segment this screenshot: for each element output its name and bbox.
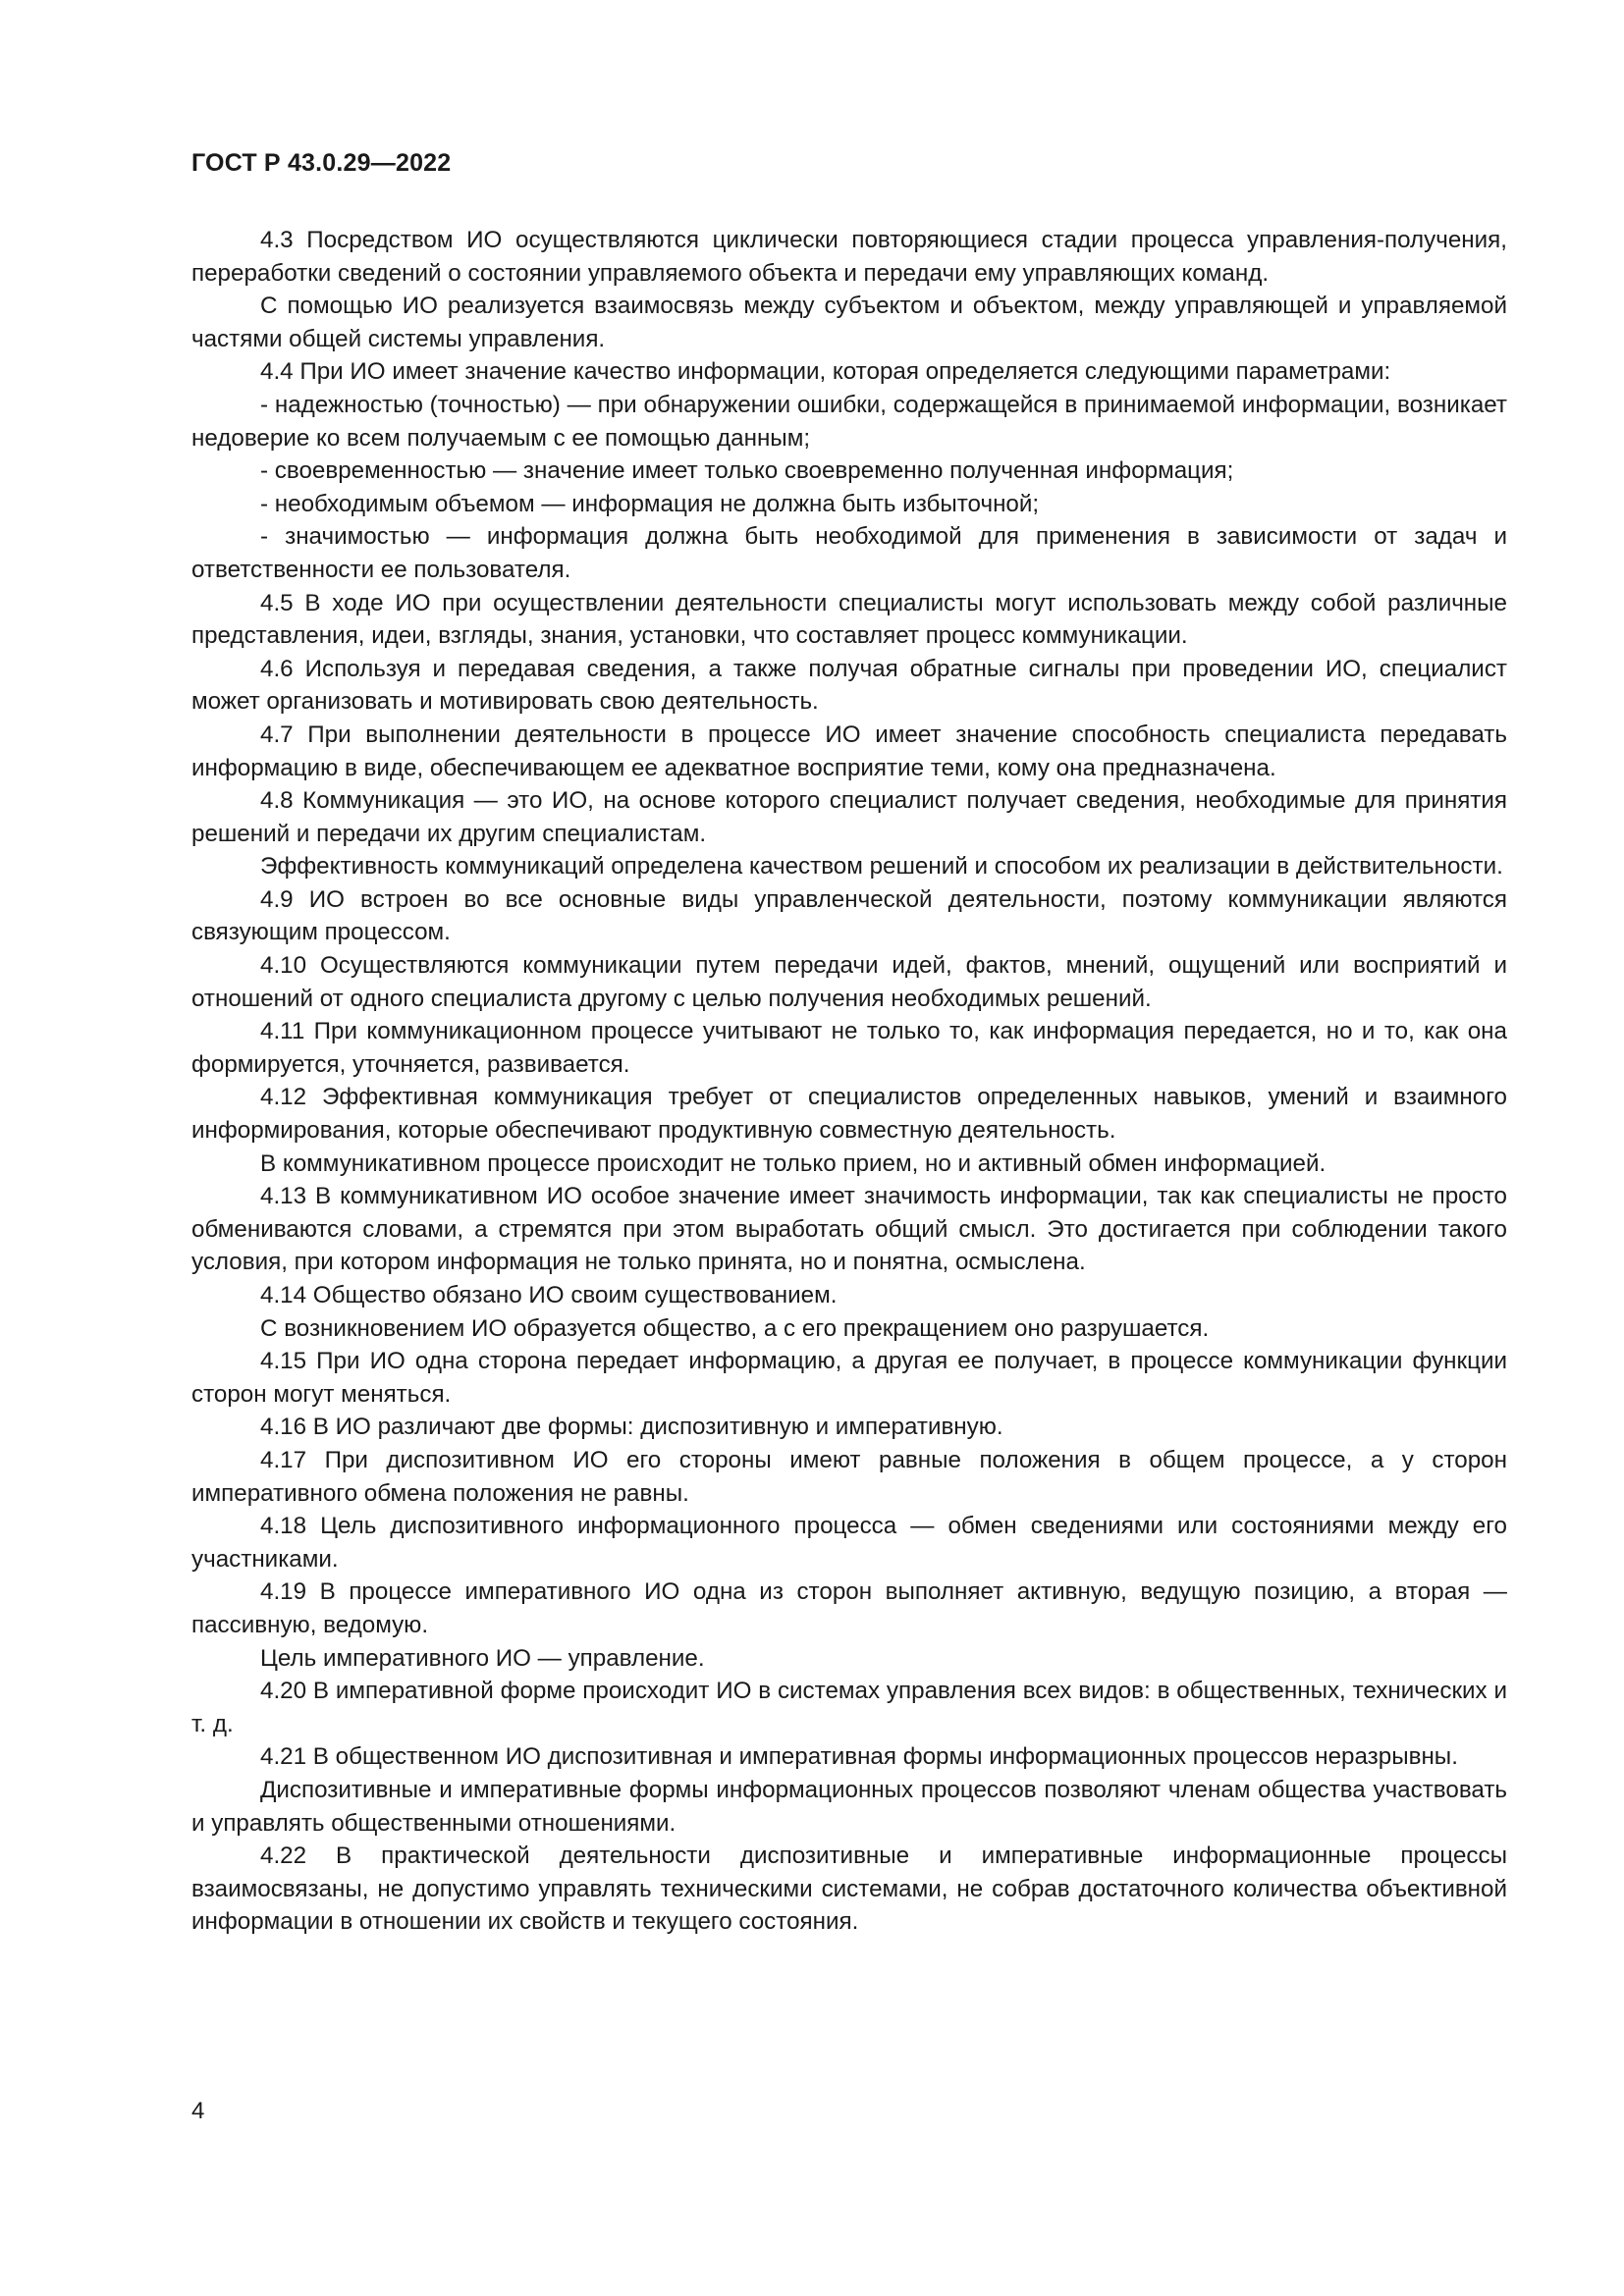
paragraph: - необходимым объемом — информация не должна быть избыточной; <box>260 490 1040 517</box>
paragraph: В коммуникативном процессе происходит не только прием, но и активный обмен информацией. <box>260 1149 1326 1177</box>
paragraph: С возникновением ИО образуется общество, а с его прекращением оно разрушается. <box>260 1314 1210 1342</box>
paragraph: 4.11 При коммуникационном процессе учитывают не только то, как информация передается, но и то, как она формируется, уточняется, развивается. <box>191 1018 1507 1078</box>
paragraph: 4.16 В ИО различают две формы: диспозитивную и императивную. <box>260 1414 1003 1441</box>
page-number: 4 <box>191 2098 205 2124</box>
paragraph: Диспозитивные и императивные формы информационных процессов позволяют членам общества участвовать и управлять общественными отношениями. <box>191 1776 1507 1837</box>
paragraph: 4.20 В императивной форме происходит ИО в системах управления всех видов: в общественных, технических и т. д. <box>191 1678 1507 1737</box>
paragraph: 4.8 Коммуникация — это ИО, на основе которого специалист получает сведения, необходимые для принятия решений и передачи их другим специалистам. <box>191 787 1507 847</box>
paragraph: 4.5 В ходе ИО при осуществлении деятельности специалисты могут использовать между собой различные представления, идеи, взгляды, знания, установки, что составляет процесс коммуникации. <box>191 589 1507 650</box>
paragraph: - своевременностью — значение имеет только своевременно полученная информация; <box>260 457 1234 485</box>
paragraph: 4.6 Используя и передавая сведения, а также получая обратные сигналы при проведении ИО, специалист может организовать и мотивировать свою деятельность. <box>191 655 1507 716</box>
document-header: ГОСТ Р 43.0.29—2022 <box>191 149 452 177</box>
paragraph: 4.12 Эффективная коммуникация требует от специалистов определенных навыков, умений и взаимного информирования, которые обеспечивают продуктивную совместную деятельность. <box>191 1084 1507 1145</box>
paragraph: 4.17 При диспозитивном ИО его стороны имеют равные положения в общем процессе, а у сторон императивного обмена положения не равны. <box>191 1446 1507 1507</box>
paragraph: Эффективность коммуникаций определена качеством решений и способом их реализации в действительности. <box>260 853 1503 881</box>
paragraph: 4.7 При выполнении деятельности в процессе ИО имеет значение способность специалиста передавать информацию в виде, обеспечивающем ее адекватное восприятие теми, кому она предназначена. <box>191 721 1507 781</box>
paragraph: 4.15 При ИО одна сторона передает информацию, а другая ее получает, в процессе коммуникации функции сторон могут меняться. <box>191 1348 1507 1408</box>
paragraph: 4.14 Общество обязано ИО своим существованием. <box>260 1282 838 1308</box>
paragraph: 4.21 В общественном ИО диспозитивная и императивная формы информационных процессов неразрывны. <box>260 1743 1458 1771</box>
paragraph: Цель императивного ИО — управление. <box>260 1644 705 1672</box>
paragraph: С помощью ИО реализуется взаимосвязь между субъектом и объектом, между управляющей и управляемой частями общей системы управления. <box>191 293 1507 352</box>
paragraph: 4.4 При ИО имеет значение качество информации, которая определяется следующими параметрами: <box>260 358 1391 386</box>
paragraph: 4.9 ИО встроен во все основные виды управленческой деятельности, поэтому коммуникации являются связующим процессом. <box>191 885 1507 946</box>
paragraph: 4.10 Осуществляются коммуникации путем передачи идей, фактов, мнений, ощущений или восприятий и отношений от одного специалиста другому с целью получения необходимых решений. <box>191 952 1507 1012</box>
paragraph: 4.13 В коммуникативном ИО особое значение имеет значимость информации, так как специалисты не просто обмениваются словами, а стремятся при этом выработать общий смысл. Это достигается при соблюдении такого условия, при котором информация не только принята, но и понятна, осмыслена. <box>191 1183 1507 1276</box>
paragraph: - надежностью (точностью) — при обнаружении ошибки, содержащейся в принимаемой информации, возникает недоверие ко всем получаемым с ее помощью данным; <box>191 391 1507 452</box>
paragraph: 4.19 В процессе императивного ИО одна из сторон выполняет активную, ведущую позицию, а вторая — пассивную, ведомую. <box>191 1578 1507 1638</box>
paragraph: 4.3 Посредством ИО осуществляются циклически повторяющиеся стадии процесса управления-получения, переработки сведений о состоянии управляемого объекта и передачи ему управляющих команд. <box>191 227 1507 287</box>
paragraph: - значимостью — информация должна быть необходимой для применения в зависимости от задач и ответственности ее пользователя. <box>191 523 1507 583</box>
paragraph: 4.22 В практической деятельности диспозитивные и императивные информационные процессы взаимосвязаны, не допустимо управлять техническими системами, не собрав достаточного количества объективной информации в отношении их свойств и текущего состояния. <box>191 1842 1507 1936</box>
document-body <box>191 224 1507 1939</box>
paragraph: 4.18 Цель диспозитивного информационного процесса — обмен сведениями или состояниями между его участниками. <box>191 1513 1507 1573</box>
